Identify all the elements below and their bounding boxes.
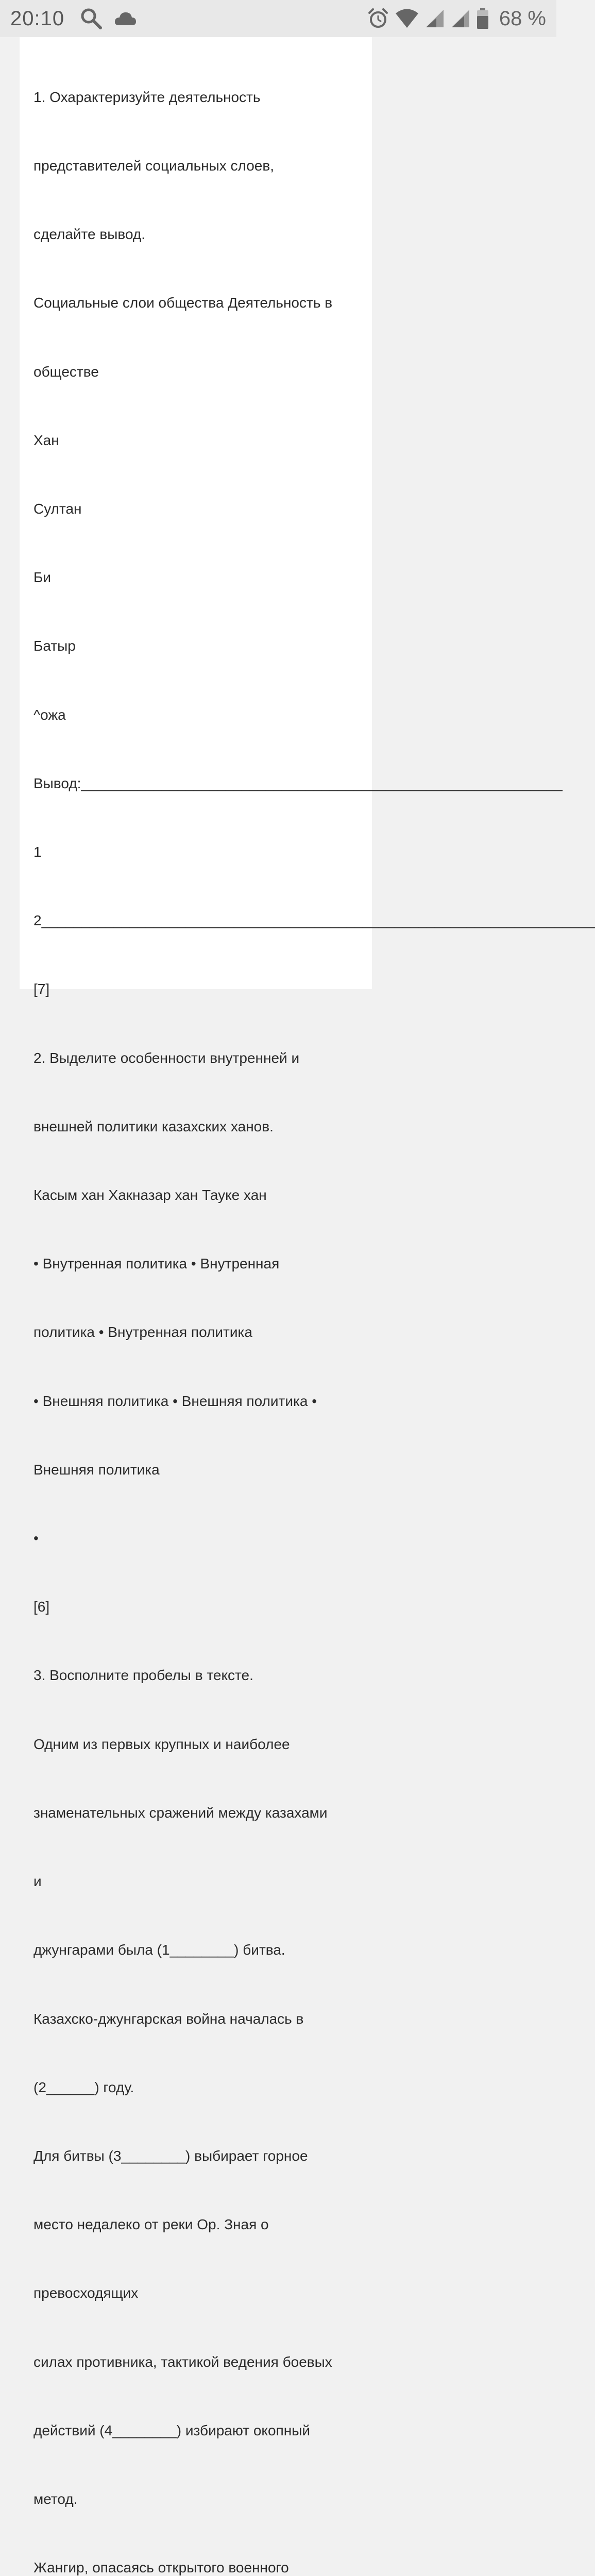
doc-line: джунгарами была (1________) битва. [33, 1942, 285, 1958]
doc-line: превосходящих [33, 2285, 139, 2301]
search-icon [80, 7, 103, 30]
doc-line: знаменательных сражений между казахами [33, 1804, 328, 1821]
doc-line: внешней политики казахских ханов. [33, 1118, 274, 1134]
doc-line: Казахско-джунгарская война началась в [33, 2010, 304, 2027]
doc-line: Жангир, опасаясь открытого военного [33, 2560, 289, 2576]
doc-line: [7] [33, 981, 50, 997]
doc-line: Би [33, 569, 52, 586]
doc-line: представителей социальных слоев, [33, 158, 274, 174]
battery-icon [477, 8, 489, 29]
doc-line: и [33, 1873, 42, 1890]
battery-percent: 68 % [499, 7, 546, 30]
signal-icon [451, 9, 470, 28]
doc-line: • [33, 1530, 39, 1547]
doc-line: Внешняя политика [33, 1461, 160, 1478]
doc-line: место недалеко от реки Ор. Зная о [33, 2216, 269, 2233]
status-time: 20:10 [10, 7, 65, 30]
doc-line: [6] [33, 1599, 50, 1615]
doc-line: Вывод:____________________________________________________________ [33, 775, 563, 791]
status-bar [0, 0, 556, 37]
doc-line: Одним из первых крупных и наиболее [33, 1736, 290, 1752]
doc-line: 2. Выделите особенности внутренней и [33, 1049, 300, 1066]
doc-line: силах противника, тактикой ведения боевых [33, 2353, 332, 2370]
doc-line: Касым хан Хакназар хан Тауке хан [33, 1187, 267, 1204]
doc-line: Для битвы (3________) выбирает горное [33, 2147, 308, 2164]
doc-line: метод. [33, 2490, 78, 2507]
doc-line: 1. Охарактеризуйте деятельность [33, 89, 261, 105]
doc-line: обществе [33, 363, 99, 380]
doc-line: Социальные слои общества Деятельность в [33, 295, 333, 311]
doc-line: 3. Восполните пробелы в тексте. [33, 1667, 253, 1684]
doc-line: политика • Внутренная политика [33, 1324, 252, 1341]
document-viewer[interactable] [0, 37, 595, 2576]
doc-line: ^ожа [33, 706, 66, 723]
signal-icon [425, 9, 445, 28]
doc-line: Султан [33, 501, 82, 517]
doc-line: Хан [33, 432, 59, 448]
doc-line: Батыр [33, 638, 76, 654]
doc-line: 1 [33, 844, 42, 860]
doc-line: • Внутренная политика • Внутренная [33, 1256, 280, 1272]
cloud-icon [114, 11, 137, 26]
alarm-icon [367, 8, 389, 29]
doc-line: действий (4________) избирают окопный [33, 2422, 310, 2438]
wifi-icon [395, 9, 419, 28]
doc-line: • Внешняя политика • Внешняя политика • [33, 1393, 317, 1409]
doc-line: сделайте вывод. [33, 226, 146, 243]
doc-line: 2_____________________________________________________________________ [33, 912, 595, 929]
doc-line: (2______) году. [33, 2079, 134, 2095]
document-text [33, 40, 595, 2576]
